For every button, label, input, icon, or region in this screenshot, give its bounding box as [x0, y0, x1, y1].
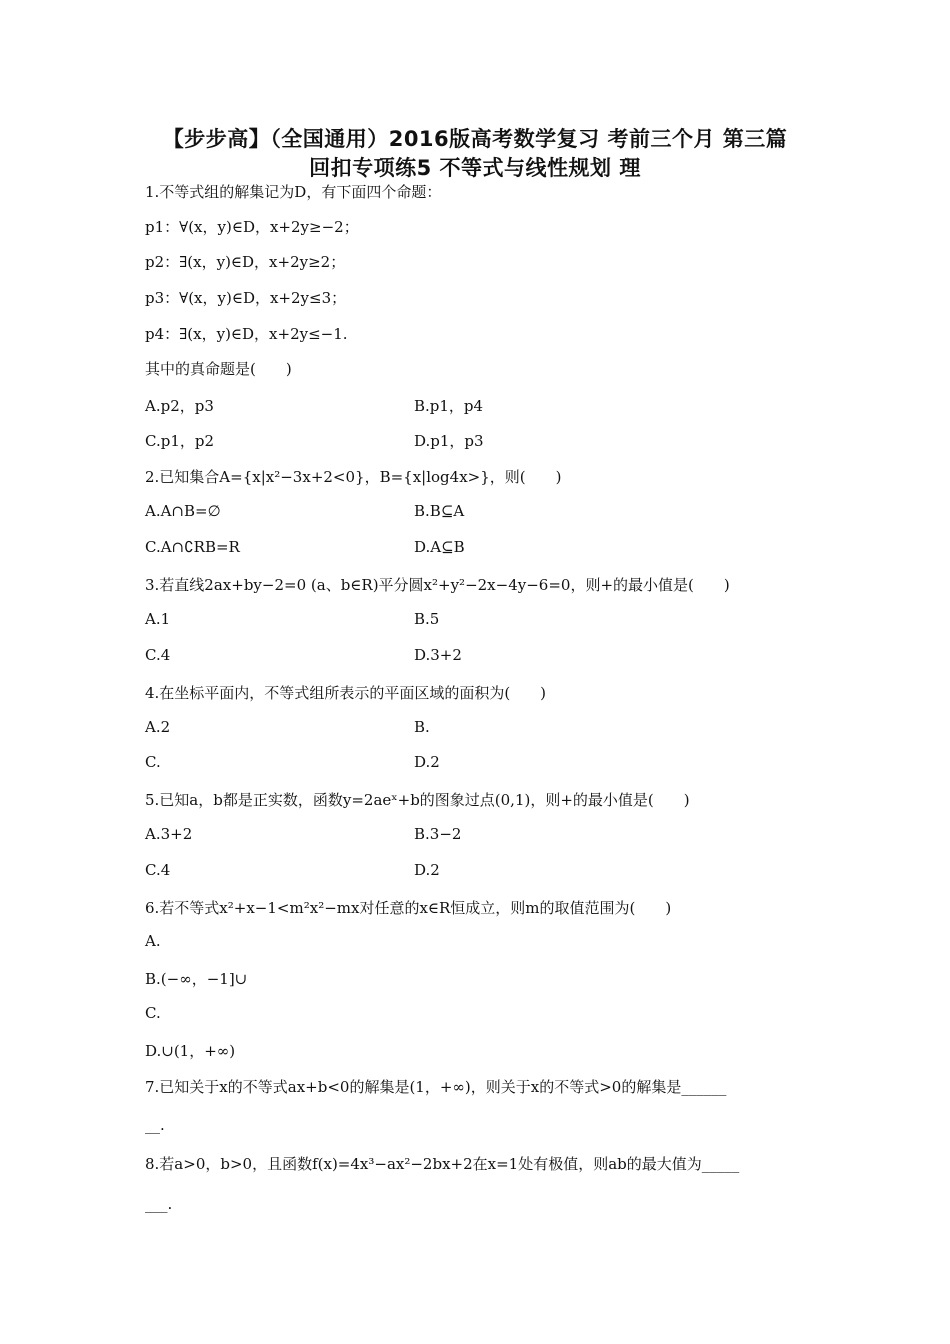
q2-option-a: A.A∩B=∅: [145, 502, 221, 520]
q6-option-c: C.: [145, 1004, 161, 1022]
q1-proposition-p2: p2：∃(x，y)∈D，x+2y≥2；: [145, 253, 346, 271]
q7-stem: 7.已知关于x的不等式ax+b<0的解集是(1，+∞)，则关于x的不等式>0的解集是______: [145, 1078, 727, 1096]
q1-option-d: D.p1，p3: [414, 432, 484, 450]
q2-stem: 2.已知集合A={x|x²−3x+2<0}，B={x|log4x>}，则( ): [145, 468, 562, 486]
q3-option-a: A.1: [145, 610, 171, 628]
q1-proposition-p4: p4：∃(x，y)∈D，x+2y≤−1.: [145, 325, 348, 343]
q4-stem: 4.在坐标平面内，不等式组所表示的平面区域的面积为( ): [145, 684, 547, 702]
q5-option-a: A.3+2: [145, 825, 193, 843]
q6-option-b: B.(−∞，−1]∪: [145, 970, 248, 988]
q4-option-a: A.2: [145, 718, 171, 736]
q1-stem: 1.不等式组的解集记为D，有下面四个命题：: [145, 183, 442, 201]
q2-option-b: B.B⊆A: [414, 502, 465, 520]
q7-blank-continuation: __.: [145, 1116, 165, 1134]
q2-option-d: D.A⊆B: [414, 538, 465, 556]
q3-stem: 3.若直线2ax+by−2=0 (a、b∈R)平分圆x²+y²−2x−4y−6=0，则+的最小值是( ): [145, 576, 730, 594]
q1-option-b: B.p1，p4: [414, 397, 484, 415]
q3-option-c: C.4: [145, 646, 171, 664]
title-line-1: 【步步高】（全国通用）2016版高考数学复习 考前三个月 第三篇: [162, 127, 788, 151]
title-line-2: 回扣专项练5 不等式与线性规划 理: [309, 156, 641, 180]
q1-option-a: A.p2，p3: [145, 397, 214, 415]
q4-option-c: C.: [145, 753, 161, 771]
q5-option-c: C.4: [145, 861, 171, 879]
q8-blank-continuation: ___.: [145, 1195, 173, 1213]
q6-option-a: A.: [145, 932, 161, 950]
q8-stem: 8.若a>0，b>0，且函数f(x)=4x³−ax²−2bx+2在x=1处有极值，则ab的最大值为_____: [145, 1155, 740, 1173]
q3-option-b: B.5: [414, 610, 440, 628]
q3-option-d: D.3+2: [414, 646, 462, 664]
q1-ask: 其中的真命题是( ): [145, 360, 292, 378]
q4-option-d: D.2: [414, 753, 440, 771]
q1-option-c: C.p1，p2: [145, 432, 215, 450]
q1-proposition-p3: p3：∀(x，y)∈D，x+2y≤3；: [145, 289, 347, 307]
q6-stem: 6.若不等式x²+x−1<m²x²−mx对任意的x∈R恒成立，则m的取值范围为( ): [145, 899, 672, 917]
q2-option-c: C.A∩∁RB=R: [145, 538, 240, 556]
q5-option-d: D.2: [414, 861, 440, 879]
q4-option-b: B.: [414, 718, 430, 736]
q6-option-d: D.∪(1，+∞): [145, 1042, 236, 1060]
q5-option-b: B.3−2: [414, 825, 462, 843]
q5-stem: 5.已知a，b都是正实数，函数y=2aeˣ+b的图象过点(0,1)，则+的最小值是( ): [145, 791, 690, 809]
q1-proposition-p1: p1：∀(x，y)∈D，x+2y≥−2；: [145, 218, 359, 236]
